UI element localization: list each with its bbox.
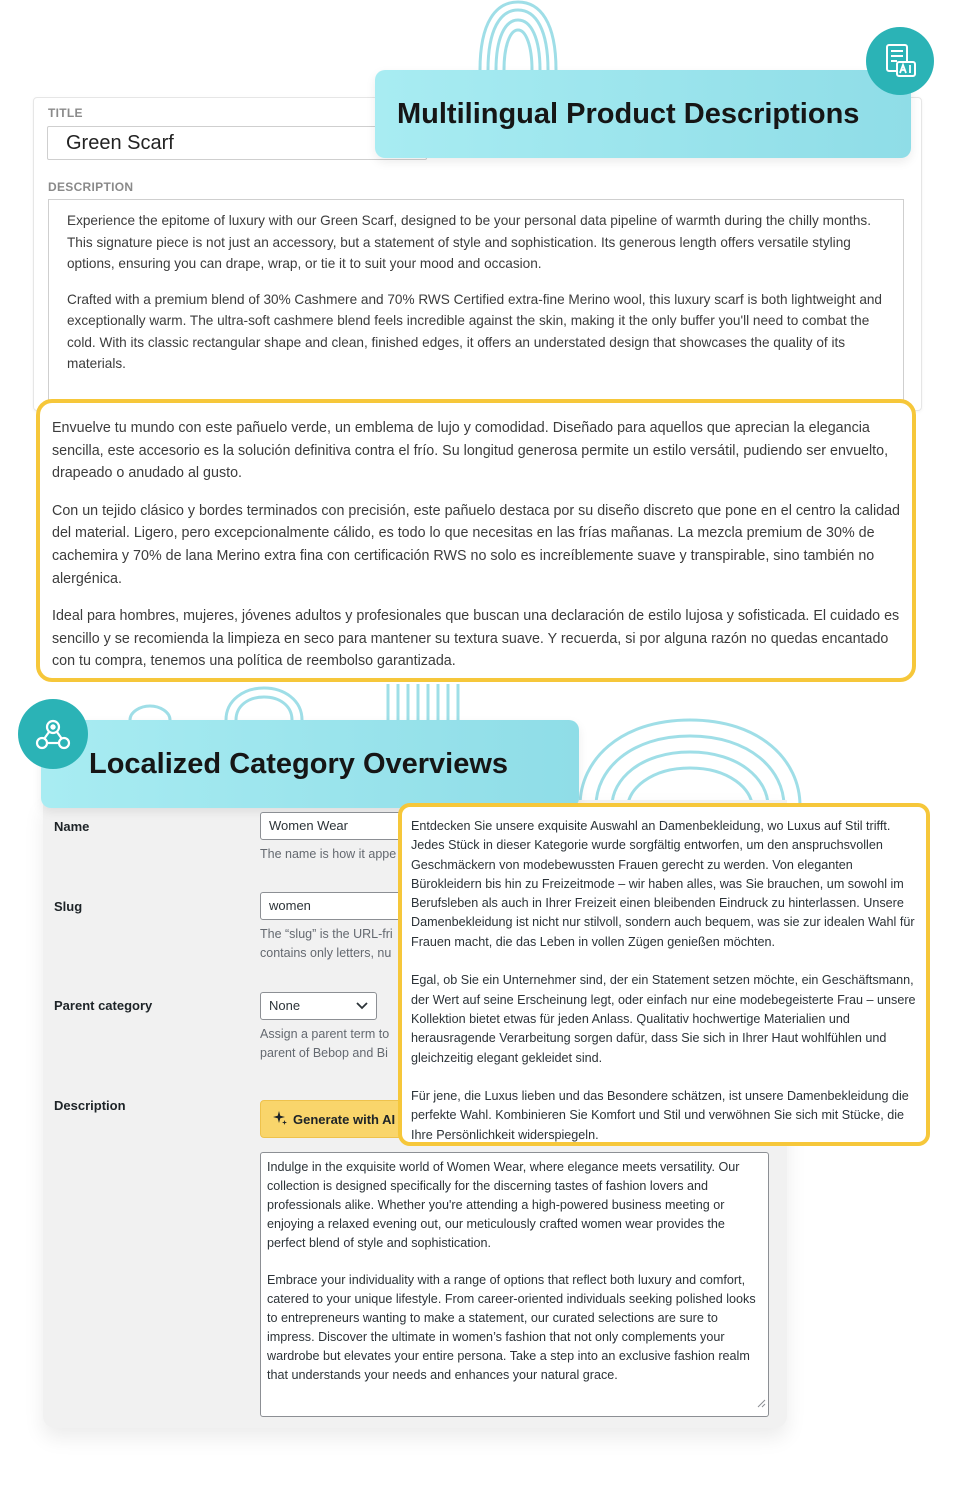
name-input[interactable]: Women Wear xyxy=(260,812,410,840)
name-label: Name xyxy=(54,819,90,834)
generate-with-ai-button[interactable] xyxy=(260,1100,410,1138)
resize-handle-icon[interactable] xyxy=(757,1395,766,1414)
category-description-paragraph: Indulge in the exquisite world of Women Wear, where elegance meets versatility. Our collection is designed specifically for the discerning tastes of fashion lovers and professionals alike. Whether you're attending a high-powered business meeting or enjoying a relaxed evening out, our meticulously crafted women wear provides the perfect blend of style and sophistication. xyxy=(267,1160,740,1250)
description-paragraph: Crafted with a premium blend of 30% Cashmere and 70% RWS Certified extra-fine Merino wool, this luxury scarf is both lightweight and exceptionally warm. The ultra-soft cashmere blend feels incredible against the skin, making it the only buffer you'll need to combat the cold. With its classic rectangular shape and clean, finished edges, it offers an understated design that showcases the quality of its materials. xyxy=(67,291,882,371)
category-description-label: Description xyxy=(54,1098,126,1113)
german-paragraph: Entdecken Sie unsere exquisite Auswahl an Damenbekleidung, wo Luxus auf Stil trifft. Jedes Stück in dieser Kategorie wurde sorgfältig entworfen, um den anspruchsvollen Geschmäckern von modebewussten Frauen gerecht zu werden. Von eleganten Bürokleidern bis hin zu Freizeitmode – wir haben alles, was Sie brauchen, um sowohl im Berufsleben als auch in Ihrer Freizeit einen bleibenden Eindruck zu hinterlassen. Unsere Damenbekleidung ist nicht nur stilvoll, sondern auch bequem, was sie zur idealen Wahl für Frauen macht, die das Leben in vollen Zügen genießen möchten. xyxy=(411,819,915,949)
sparkle-icon xyxy=(273,1111,287,1128)
spanish-paragraph: Ideal para hombres, mujeres, jóvenes adultos y profesionales que buscan una declaración de estilo lujosa y sofisticada. El cuidado es sencillo y se recomienda la limpieza en seco para mantener su textura suave. Y recuerda, si por alguna razón no quedas encantado con tu compra, tenemos una política de reembolso garantizada. xyxy=(52,608,900,670)
description-paragraph: Experience the epitome of luxury with our Green Scarf, designed to be your personal data pipeline of warmth during the chilly months. This signature piece is not just an accessory, but a statement of style and sophistication. Its generous length offers versatile styling options, ensuring you can drape, wrap, or tie it to suit your mood and occasion. xyxy=(67,213,871,271)
chevron-down-icon xyxy=(356,999,368,1013)
parent-help-text-2: parent of Bebop and Bi xyxy=(260,1046,388,1060)
banner-localized-title: Localized Category Overviews xyxy=(41,720,579,808)
spanish-translation-box xyxy=(36,399,916,682)
ai-network-icon xyxy=(18,699,88,769)
parent-category-label: Parent category xyxy=(54,998,153,1013)
category-description-paragraph: Embrace your individuality with a range of options that reflect both luxury and comfort, catered to your unique lifestyle. From career-oriented individuals seeking polished looks to entrepreneurs wanting to make a statement, our curated selections are sure to impress. Discover the ultimate in women’s fashion that not only complements your wardrobe but elevates your entire persona. Take a step into an exclusive fashion realm that understands your needs and enhances your natural grace. xyxy=(267,1273,756,1382)
german-translation-box xyxy=(398,803,930,1146)
slug-input[interactable]: women xyxy=(260,892,410,920)
german-paragraph: Egal, ob Sie ein Unternehmer sind, der ein Statement setzen möchte, ein Geschäftsmann, der Wert auf seine Erscheinung legt, oder einfach nur eine modebegeisterte Frau – unsere Kollektion bietet etwas für jeden Anlass. Qualitativ hochwertige Materialien und herausragende Verarbeitung sorgen dafür, dass Sie sich in Ihrer Haut wohlfühlen und gleichzeitig elegant gekleidet sind. xyxy=(411,973,916,1065)
description-label: DESCRIPTION xyxy=(48,180,134,194)
parent-category-select[interactable] xyxy=(260,992,377,1020)
title-input[interactable]: Green Scarf xyxy=(47,126,427,160)
parent-help-text-1: Assign a parent term to xyxy=(260,1027,390,1041)
ai-document-icon xyxy=(866,27,934,95)
slug-help-text-1: The “slug” is the URL-fri xyxy=(260,927,393,941)
title-label: TITLE xyxy=(48,106,83,120)
product-description-editor[interactable] xyxy=(48,199,904,409)
category-description-textarea[interactable] xyxy=(260,1152,769,1417)
slug-label: Slug xyxy=(54,899,83,914)
parent-category-value: None xyxy=(269,998,301,1013)
name-help-text: The name is how it appe xyxy=(260,847,397,861)
spanish-paragraph: Con un tejido clásico y bordes terminados con precisión, este pañuelo destaca por su diseño discreto que pone en el centro la calidad del material. Ligero, pero excepcionalmente cálido, es todo lo que necesitas en las frías mañanas. La mezcla premium de 30% de cachemira y 70% de lana Merino extra fina con certificación RWS no solo es increíblemente suave y transpirable, sino también no alergénica. xyxy=(52,502,901,587)
german-paragraph: Für jene, die Luxus lieben und das Besondere schätzen, ist unsere Damenbekleidung die perfekte Wahl. Kombinieren Sie Komfort und Stil und verwöhnen Sie sich mit Stücke, die Ihre Persönlichkeit widerspiegeln. xyxy=(411,1089,909,1142)
slug-help-text-2: contains only letters, nu xyxy=(260,946,392,960)
generate-button-label: Generate with AI xyxy=(293,1111,396,1127)
banner-multilingual-title: Multilingual Product Descriptions xyxy=(375,70,911,158)
spanish-paragraph: Envuelve tu mundo con este pañuelo verde, un emblema de lujo y comodidad. Diseñado para aquellos que aprecian la elegancia sencilla, este accesorio es la solución definitiva contra el frío. Su longitud generosa permite un estilo versátil, pudiendo ser envuelto, drapeado o anudado al gusto. xyxy=(52,420,889,482)
